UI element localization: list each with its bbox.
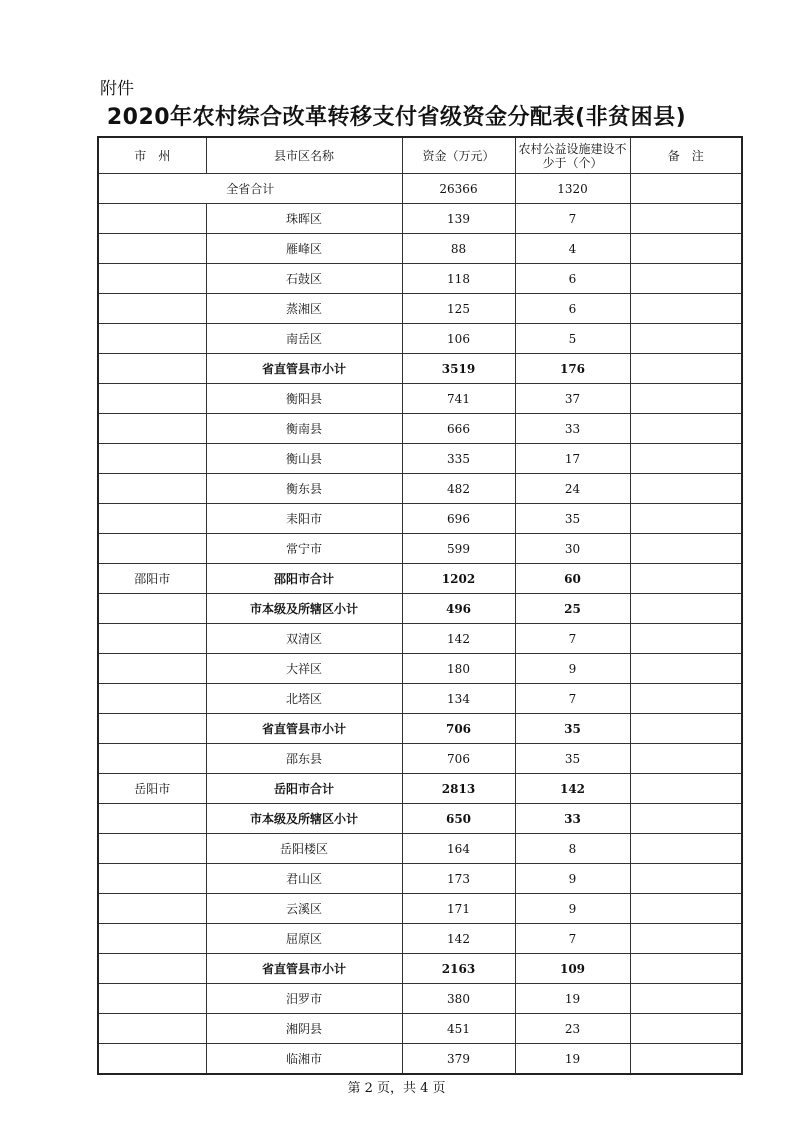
remarks-cell xyxy=(630,594,742,624)
county-cell: 雁峰区 xyxy=(206,234,402,264)
table-row xyxy=(98,384,742,414)
table-row xyxy=(98,564,742,594)
table-row xyxy=(98,624,742,654)
city-cell xyxy=(98,414,206,444)
facilities-cell: 35 xyxy=(515,714,630,744)
table-row xyxy=(98,594,742,624)
funds-cell: 171 xyxy=(402,894,515,924)
facilities-cell: 33 xyxy=(515,414,630,444)
facilities-cell: 25 xyxy=(515,594,630,624)
facilities-cell: 30 xyxy=(515,534,630,564)
table-row xyxy=(98,324,742,354)
remarks-cell xyxy=(630,504,742,534)
funds-cell: 666 xyxy=(402,414,515,444)
city-cell xyxy=(98,534,206,564)
facilities-cell: 5 xyxy=(515,324,630,354)
table-row xyxy=(98,774,742,804)
city-cell xyxy=(98,1044,206,1075)
header-funds: 资金（万元） xyxy=(402,137,515,174)
funds-cell: 380 xyxy=(402,984,515,1014)
facilities-cell: 6 xyxy=(515,264,630,294)
remarks-cell xyxy=(630,834,742,864)
funds-cell: 706 xyxy=(402,714,515,744)
city-cell xyxy=(98,264,206,294)
funds-cell: 2163 xyxy=(402,954,515,984)
facilities-cell: 7 xyxy=(515,624,630,654)
table-row xyxy=(98,414,742,444)
table-row xyxy=(98,204,742,234)
city-cell xyxy=(98,714,206,744)
page-footer: 第 2 页，共 4 页 xyxy=(347,1081,446,1096)
funds-cell: 599 xyxy=(402,534,515,564)
county-cell: 衡南县 xyxy=(206,414,402,444)
facilities-cell: 35 xyxy=(515,744,630,774)
facilities-cell: 19 xyxy=(515,984,630,1014)
facilities-cell: 109 xyxy=(515,954,630,984)
funds-cell: 134 xyxy=(402,684,515,714)
page-title: 2020年农村综合改革转移支付省级资金分配表(非贫困县) xyxy=(106,105,687,130)
city-cell xyxy=(98,474,206,504)
table-row xyxy=(98,354,742,384)
funds-cell: 741 xyxy=(402,384,515,414)
city-cell xyxy=(98,594,206,624)
table-row xyxy=(98,894,742,924)
facilities-cell: 7 xyxy=(515,924,630,954)
funds-cell: 2813 xyxy=(402,774,515,804)
header-remarks: 备 注 xyxy=(630,137,742,174)
county-cell: 云溪区 xyxy=(206,894,402,924)
facilities-cell: 24 xyxy=(515,474,630,504)
city-cell xyxy=(98,684,206,714)
county-cell: 省直管县市小计 xyxy=(206,954,402,984)
remarks-cell xyxy=(630,654,742,684)
county-cell: 北塔区 xyxy=(206,684,402,714)
remarks-cell xyxy=(630,264,742,294)
remarks-cell xyxy=(630,204,742,234)
facilities-cell: 35 xyxy=(515,504,630,534)
remarks-cell xyxy=(630,384,742,414)
city-cell xyxy=(98,504,206,534)
county-cell: 市本级及所辖区小计 xyxy=(206,804,402,834)
table-row xyxy=(98,984,742,1014)
city-cell: 邵阳市 xyxy=(98,564,206,594)
funds-cell: 696 xyxy=(402,504,515,534)
funds-cell: 173 xyxy=(402,864,515,894)
remarks-cell xyxy=(630,234,742,264)
remarks-cell xyxy=(630,324,742,354)
header-county: 县市区名称 xyxy=(206,137,402,174)
city-cell xyxy=(98,1014,206,1044)
city-cell xyxy=(98,384,206,414)
funds-cell: 88 xyxy=(402,234,515,264)
table-row xyxy=(98,684,742,714)
facilities-cell: 142 xyxy=(515,774,630,804)
county-cell: 双清区 xyxy=(206,624,402,654)
table-row xyxy=(98,804,742,834)
table-row xyxy=(98,234,742,264)
table-row xyxy=(98,834,742,864)
remarks-cell xyxy=(630,444,742,474)
city-cell xyxy=(98,744,206,774)
county-cell: 市本级及所辖区小计 xyxy=(206,594,402,624)
facilities-cell: 60 xyxy=(515,564,630,594)
facilities-cell: 23 xyxy=(515,1014,630,1044)
city-cell xyxy=(98,354,206,384)
county-cell: 石鼓区 xyxy=(206,264,402,294)
facilities-cell: 4 xyxy=(515,234,630,264)
table-row xyxy=(98,864,742,894)
facilities-cell: 7 xyxy=(515,684,630,714)
funds-cell: 482 xyxy=(402,474,515,504)
table-row xyxy=(98,294,742,324)
city-cell xyxy=(98,444,206,474)
table-row xyxy=(98,714,742,744)
funds-cell: 180 xyxy=(402,654,515,684)
city-cell xyxy=(98,924,206,954)
remarks-cell xyxy=(630,954,742,984)
table-header-row xyxy=(98,137,742,174)
county-cell: 衡山县 xyxy=(206,444,402,474)
funds-cell: 706 xyxy=(402,744,515,774)
allocation-table xyxy=(97,136,743,1075)
city-cell xyxy=(98,834,206,864)
remarks-cell xyxy=(630,294,742,324)
remarks-cell xyxy=(630,534,742,564)
funds-cell: 650 xyxy=(402,804,515,834)
header-city: 市 州 xyxy=(98,137,206,174)
county-cell: 省直管县市小计 xyxy=(206,354,402,384)
remarks-cell xyxy=(630,354,742,384)
city-cell xyxy=(98,204,206,234)
table-row xyxy=(98,924,742,954)
county-cell: 屈原区 xyxy=(206,924,402,954)
remarks-cell xyxy=(630,684,742,714)
city-cell xyxy=(98,624,206,654)
city-cell xyxy=(98,984,206,1014)
county-cell: 南岳区 xyxy=(206,324,402,354)
funds-cell: 379 xyxy=(402,1044,515,1075)
city-cell xyxy=(98,804,206,834)
remarks-cell xyxy=(630,864,742,894)
county-cell: 珠晖区 xyxy=(206,204,402,234)
remarks-cell xyxy=(630,624,742,654)
county-cell: 汨罗市 xyxy=(206,984,402,1014)
funds-cell: 142 xyxy=(402,924,515,954)
table-row xyxy=(98,534,742,564)
county-cell: 省直管县市小计 xyxy=(206,714,402,744)
facilities-cell: 176 xyxy=(515,354,630,384)
funds-cell: 106 xyxy=(402,324,515,354)
funds-cell: 164 xyxy=(402,834,515,864)
facilities-cell: 9 xyxy=(515,864,630,894)
remarks-cell xyxy=(630,744,742,774)
facilities-cell: 8 xyxy=(515,834,630,864)
table-row xyxy=(98,504,742,534)
county-cell: 大祥区 xyxy=(206,654,402,684)
county-cell: 蒸湘区 xyxy=(206,294,402,324)
funds-cell: 451 xyxy=(402,1014,515,1044)
table-row xyxy=(98,1044,742,1075)
province-total-label: 全省合计 xyxy=(98,174,402,204)
attachment-label: 附件 xyxy=(100,79,134,99)
funds-cell: 1202 xyxy=(402,564,515,594)
remarks-cell xyxy=(630,924,742,954)
city-cell xyxy=(98,294,206,324)
county-cell: 岳阳市合计 xyxy=(206,774,402,804)
city-cell xyxy=(98,324,206,354)
funds-cell: 125 xyxy=(402,294,515,324)
funds-cell: 142 xyxy=(402,624,515,654)
county-cell: 衡东县 xyxy=(206,474,402,504)
remarks-cell xyxy=(630,1044,742,1075)
county-cell: 君山区 xyxy=(206,864,402,894)
facilities-cell: 17 xyxy=(515,444,630,474)
city-cell xyxy=(98,864,206,894)
remarks-cell xyxy=(630,894,742,924)
facilities-cell: 19 xyxy=(515,1044,630,1075)
remarks-cell xyxy=(630,804,742,834)
province-total-row xyxy=(98,174,742,204)
facilities-cell: 33 xyxy=(515,804,630,834)
funds-cell: 3519 xyxy=(402,354,515,384)
city-cell xyxy=(98,654,206,684)
province-total-funds: 26366 xyxy=(402,174,515,204)
funds-cell: 118 xyxy=(402,264,515,294)
header-facilities: 农村公益设施建设不少于（个） xyxy=(515,137,630,174)
remarks-cell xyxy=(630,474,742,504)
city-cell: 岳阳市 xyxy=(98,774,206,804)
county-cell: 常宁市 xyxy=(206,534,402,564)
funds-cell: 496 xyxy=(402,594,515,624)
table-row xyxy=(98,264,742,294)
table-row xyxy=(98,1014,742,1044)
table-row xyxy=(98,444,742,474)
province-total-remarks xyxy=(630,174,742,204)
facilities-cell: 7 xyxy=(515,204,630,234)
facilities-cell: 37 xyxy=(515,384,630,414)
remarks-cell xyxy=(630,564,742,594)
county-cell: 湘阴县 xyxy=(206,1014,402,1044)
remarks-cell xyxy=(630,714,742,744)
county-cell: 岳阳楼区 xyxy=(206,834,402,864)
facilities-cell: 9 xyxy=(515,894,630,924)
county-cell: 邵阳市合计 xyxy=(206,564,402,594)
remarks-cell xyxy=(630,414,742,444)
county-cell: 临湘市 xyxy=(206,1044,402,1075)
remarks-cell xyxy=(630,1014,742,1044)
remarks-cell xyxy=(630,774,742,804)
funds-cell: 139 xyxy=(402,204,515,234)
table-row xyxy=(98,954,742,984)
city-cell xyxy=(98,954,206,984)
remarks-cell xyxy=(630,984,742,1014)
facilities-cell: 6 xyxy=(515,294,630,324)
city-cell xyxy=(98,234,206,264)
table-row xyxy=(98,654,742,684)
county-cell: 耒阳市 xyxy=(206,504,402,534)
funds-cell: 335 xyxy=(402,444,515,474)
county-cell: 衡阳县 xyxy=(206,384,402,414)
county-cell: 邵东县 xyxy=(206,744,402,774)
province-total-facilities: 1320 xyxy=(515,174,630,204)
table-row xyxy=(98,474,742,504)
city-cell xyxy=(98,894,206,924)
table-row xyxy=(98,744,742,774)
facilities-cell: 9 xyxy=(515,654,630,684)
